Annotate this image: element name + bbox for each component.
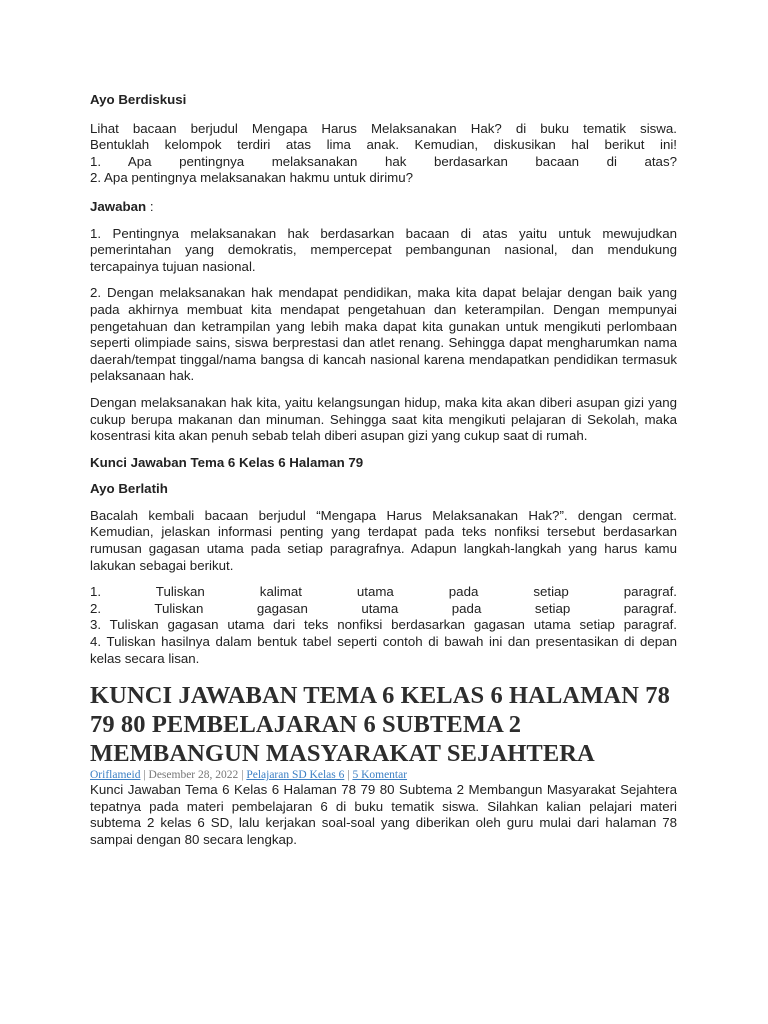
question-2: 2. Apa pentingnya melaksanakan hakmu untuk dirimu? bbox=[90, 170, 414, 186]
intro-line-2: Bentuklah kelompok terdiri atas lima anak. Kemudian, diskusikan hal berikut ini! bbox=[90, 137, 677, 153]
answer-paragraph-2: 2. Dengan melaksanakan hak mendapat pendidikan, maka kita dapat belajar dengan baik yang pada akhirnya membuat kita mendapat pengetahuan dan keterampilan. Dengan mempunyai pengetahuan dan ketrampilan yang lebih maka dapat kita gunakan untuk mengikuti perlombaan seperti olimpiade sains, siswa berprestasi dan atlet renang. Sehingga dapat mengharumkan nama daerah/tempat tinggal/nama bangsa di kancah nasional karena mendapatkan pendidikan termasuk pelaksanaan hak. bbox=[90, 285, 677, 384]
document-content bbox=[90, 92, 677, 849]
comments-link[interactable]: 5 Komentar bbox=[352, 769, 408, 782]
question-1: 1. Apa pentingnya melaksanakan hak berdasarkan bacaan di atas? bbox=[90, 153, 677, 169]
post-date: Desember 28, 2022 bbox=[148, 769, 239, 782]
article-body: Kunci Jawaban Tema 6 Kelas 6 Halaman 78 79 80 Subtema 2 Membangun Masyarakat Sejahtera tepatnya pada materi pembelajaran 6 di buku tematik siswa. Silahkan kalian pelajari materi subtema 2 kelas 6 SD, lalu kerjakan soal-soal yang diberikan oleh guru mulai dari halaman 78 sampai dengan 80 secara lengkap. bbox=[90, 782, 677, 847]
practice-step-2: 2. Tuliskan gagasan utama pada setiap paragraf. bbox=[90, 600, 677, 616]
answer-colon: : bbox=[146, 198, 154, 214]
answer-paragraph-3: Dengan melaksanakan hak kita, yaitu kelangsungan hidup, maka kita akan diberi asupan gizi yang cukup berupa makanan dan minuman. Sehingga saat kita mengikuti pelajaran di Sekolah, maka kosentrasi kita akan penuh sebab telah diberi asupan gizi yang cukup saat di rumah. bbox=[90, 394, 677, 444]
answer-paragraph-1: 1. Pentingnya melaksanakan hak berdasarkan bacaan di atas yaitu untuk mewujudkan pemerintahan yang demokratis, mempercepat pembangunan nasional, dan mendukung tercapainya tujuan nasional. bbox=[90, 225, 677, 274]
intro-line-1: Lihat bacaan berjudul Mengapa Harus Melaksanakan Hak? di buku tematik siswa. bbox=[90, 120, 677, 136]
section-heading-ayo-berlatih: Ayo Berlatih bbox=[90, 481, 168, 497]
practice-intro: Bacalah kembali bacaan berjudul “Mengapa Harus Melaksanakan Hak?”. dengan cermat. Kemudian, jelaskan informasi penting yang terdapat pada teks nonfiksi tersebut berdasarkan rumusan gagasan utama pada setiap paragrafnya. Adapun langkah-langkah yang harus kamu lakukan sebagai berikut. bbox=[90, 507, 677, 573]
section-heading-halaman-79: Kunci Jawaban Tema 6 Kelas 6 Halaman 79 bbox=[90, 454, 364, 470]
meta-separator: | bbox=[140, 769, 149, 782]
practice-step-1: 1. Tuliskan kalimat utama pada setiap paragraf. bbox=[90, 584, 677, 600]
practice-step-4: 4. Tuliskan hasilnya dalam bentuk tabel seperti contoh di bawah ini dan presentasikan di depan kelas secara lisan. bbox=[90, 634, 677, 666]
meta-separator: | bbox=[238, 769, 247, 782]
section-heading-ayo-berdiskusi: Ayo Berdiskusi bbox=[90, 92, 187, 107]
answer-label: Jawaban bbox=[90, 198, 147, 214]
category-link[interactable]: Pelajaran SD Kelas 6 bbox=[246, 769, 345, 782]
article-meta bbox=[90, 768, 677, 782]
article-title: KUNCI JAWABAN TEMA 6 KELAS 6 HALAMAN 78 79 80 PEMBELAJARAN 6 SUBTEMA 2 MEMBANGUN MASYARAKAT SEJAHTERA bbox=[90, 682, 670, 768]
meta-separator: | bbox=[344, 769, 353, 782]
practice-step-3: 3. Tuliskan gagasan utama dari teks nonfiksi berdasarkan gagasan utama setiap paragraf. bbox=[90, 617, 677, 633]
discussion-instructions bbox=[90, 121, 677, 187]
answer-label-line bbox=[90, 199, 677, 216]
author-link[interactable]: Oriflameid bbox=[90, 769, 141, 782]
practice-steps bbox=[90, 584, 677, 667]
